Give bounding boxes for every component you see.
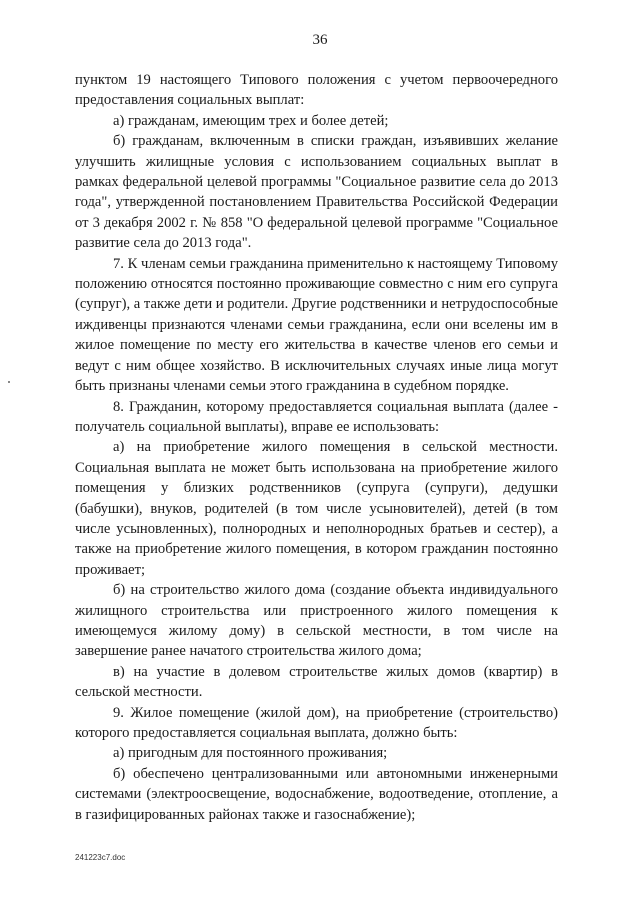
paragraph: в) на участие в долевом строительстве жилых домов (квартир) в сельской местности. (75, 663, 558, 701)
paragraph: а) на приобретение жилого помещения в сельской местности. Социальная выплата не может быть использована на приобретение жилого помещения у близких родственников (супруга (супруги), дедушки (бабушки), внуков, родителей (в том числе усыновителей), детей (в том числе усыновленных), полнородных и неполнородных братьев и сестер), а также на приобретение жилого помещения, в котором гражданин постоянно проживает; (75, 439, 558, 578)
paragraph-continuation: пунктом 19 настоящего Типового положения с учетом первоочередного предоставления социальных выплат: (75, 72, 558, 109)
paragraph: б) на строительство жилого дома (создание объекта индивидуального жилищного строительства или пристроенного жилого помещения к имеющемуся жилому дому) в сельской местности, в том числе на завершение ранее начатого строительства жилого дома; (75, 582, 558, 660)
page-number: 36 (312, 32, 328, 48)
paragraph: б) гражданам, включенным в списки граждан, изъявивших желание улучшить жилищные условия с использованием социальных выплат в рамках федеральной целевой программы "Социальное развитие села до 2013 года", утвержденной постановлением Правительства Российской Федерации от 3 декабря 2002 г. № 858 "О федеральной целевой программе "Социальное развитие села до 2013 года". (75, 133, 558, 252)
scan-margin-mark (8, 381, 10, 383)
paragraph: 9. Жилое помещение (жилой дом), на приобретение (строительство) которого предоставляется социальная выплата, должно быть: (75, 704, 558, 741)
paragraph: б) обеспечено централизованными или автономными инженерными системами (электроосвещение, водоснабжение, водоотведение, отопление, а в газифицированных районах также и газоснабжение); (75, 765, 558, 823)
footer-filename: 241223с7.doc (75, 853, 126, 862)
paragraph: а) гражданам, имеющим трех и более детей; (113, 112, 389, 129)
document-body (75, 70, 558, 825)
paragraph: 7. К членам семьи гражданина применительно к настоящему Типовому положению относятся постоянно проживающие совместно с ним его супруга (супруг), а также дети и родители. Другие родственники и нетрудоспособные иждивенцы признаются членами семьи гражданина, если они вселены им в жилое помещение по месту его жительства в качестве членов его семьи и ведут с ним общее хозяйство. В исключительных случаях иные лица могут быть признаны членами семьи этого гражданина в судебном порядке. (75, 255, 559, 395)
paragraph: а) пригодным для постоянного проживания; (113, 745, 388, 762)
paragraph: 8. Гражданин, которому предоставляется социальная выплата (далее - получатель социальной выплаты), вправе ее использовать: (75, 398, 558, 435)
